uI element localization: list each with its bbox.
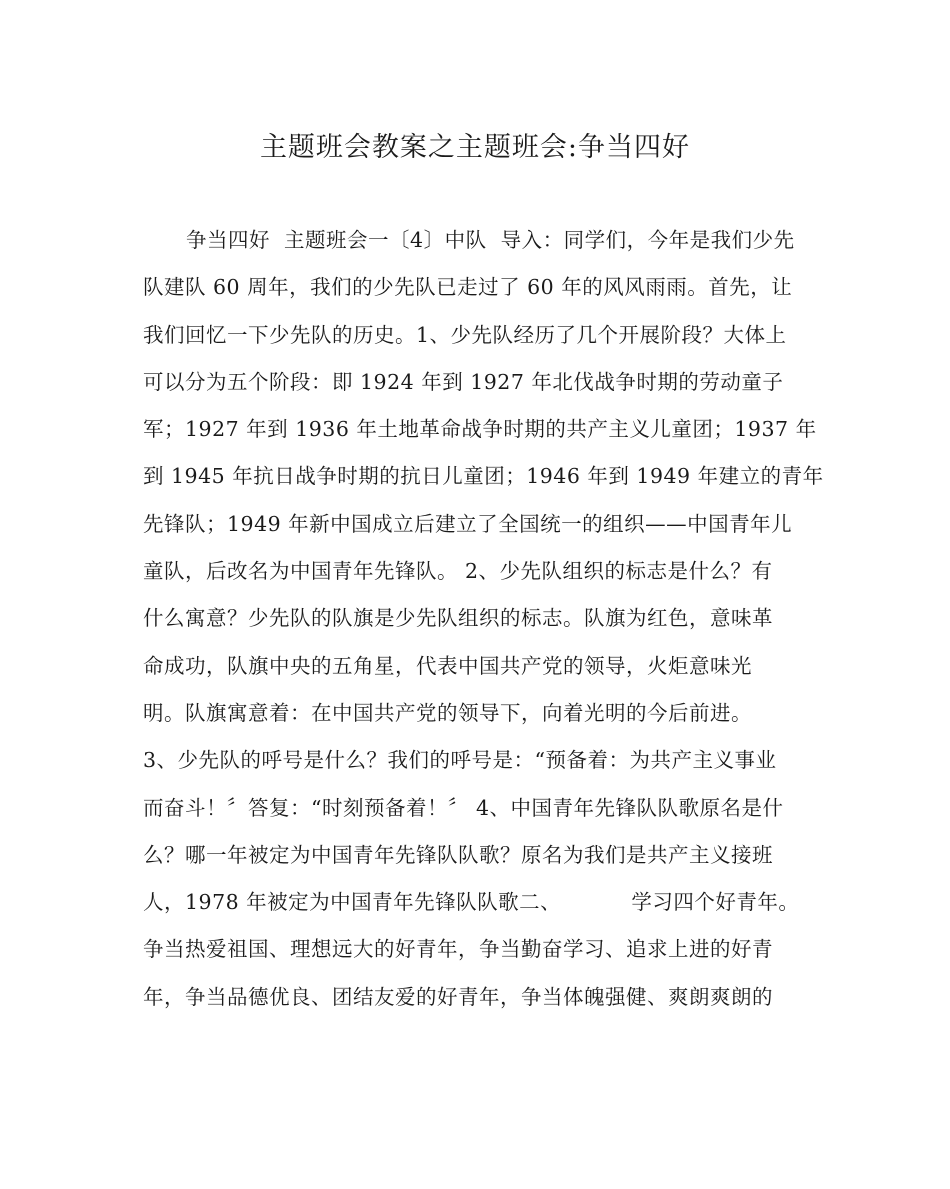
body-line: 年，争当品德优良、团结友爱的好青年，争当体魄强健、爽朗爽朗的 <box>143 984 773 1009</box>
body-line: 明。队旗寓意着：在中国共产党的领导下，向着光明的今后前进。 <box>143 700 752 725</box>
body-line: 争当热爱祖国、理想远大的好青年，争当勤奋学习、追求上进的好青 <box>143 937 773 962</box>
body-line: 命成功，队旗中央的五角星，代表中国共产党的领导，火炬意味光 <box>143 653 752 678</box>
body-line: 先锋队；1949 年新中国成立后建立了全国统一的组织——中国青年儿 <box>143 511 793 536</box>
body-line: 什么寓意？少先队的队旗是少先队组织的标志。队旗为红色，意味革 <box>143 606 773 631</box>
body-line: 3、少先队的呼号是什么？我们的呼号是：“预备着：为共产主义事业 <box>143 748 777 773</box>
document-title: 主题班会教案之主题班会:争当四好 <box>259 132 691 163</box>
body-line: 人，1978 年被定为中国青年先锋队队歌二、 学习四个好青年。 <box>143 890 800 915</box>
body-line: 争当四好 主题班会一〔4〕中队 导入：同学们，今年是我们少先 <box>186 228 795 252</box>
body-line: 童队，后改名为中国青年先锋队。 2、少先队组织的标志是什么？有 <box>143 559 773 584</box>
body-line: 而奋斗！〞答复：“时刻预备着！〞 4、中国青年先锋队队歌原名是什 <box>143 795 784 820</box>
body-line: 可以分为五个阶段：即 1924 年到 1927 年北伐战争时期的劳动童子 <box>143 369 784 394</box>
body-line: 队建队 60 周年，我们的少先队已走过了 60 年的风风雨雨。首先，让 <box>143 275 793 300</box>
document-body <box>143 220 824 1024</box>
body-line: 我们回忆一下少先队的历史。1、少先队经历了几个开展阶段？大体上 <box>143 322 787 347</box>
body-line: 到 1945 年抗日战争时期的抗日儿童团；1946 年到 1949 年建立的青年 <box>143 464 824 489</box>
body-line: 么？哪一年被定为中国青年先锋队队歌？原名为我们是共产主义接班 <box>143 842 773 867</box>
body-line: 军；1927 年到 1936 年土地革命战争时期的共产主义儿童团；1937 年 <box>143 417 817 442</box>
